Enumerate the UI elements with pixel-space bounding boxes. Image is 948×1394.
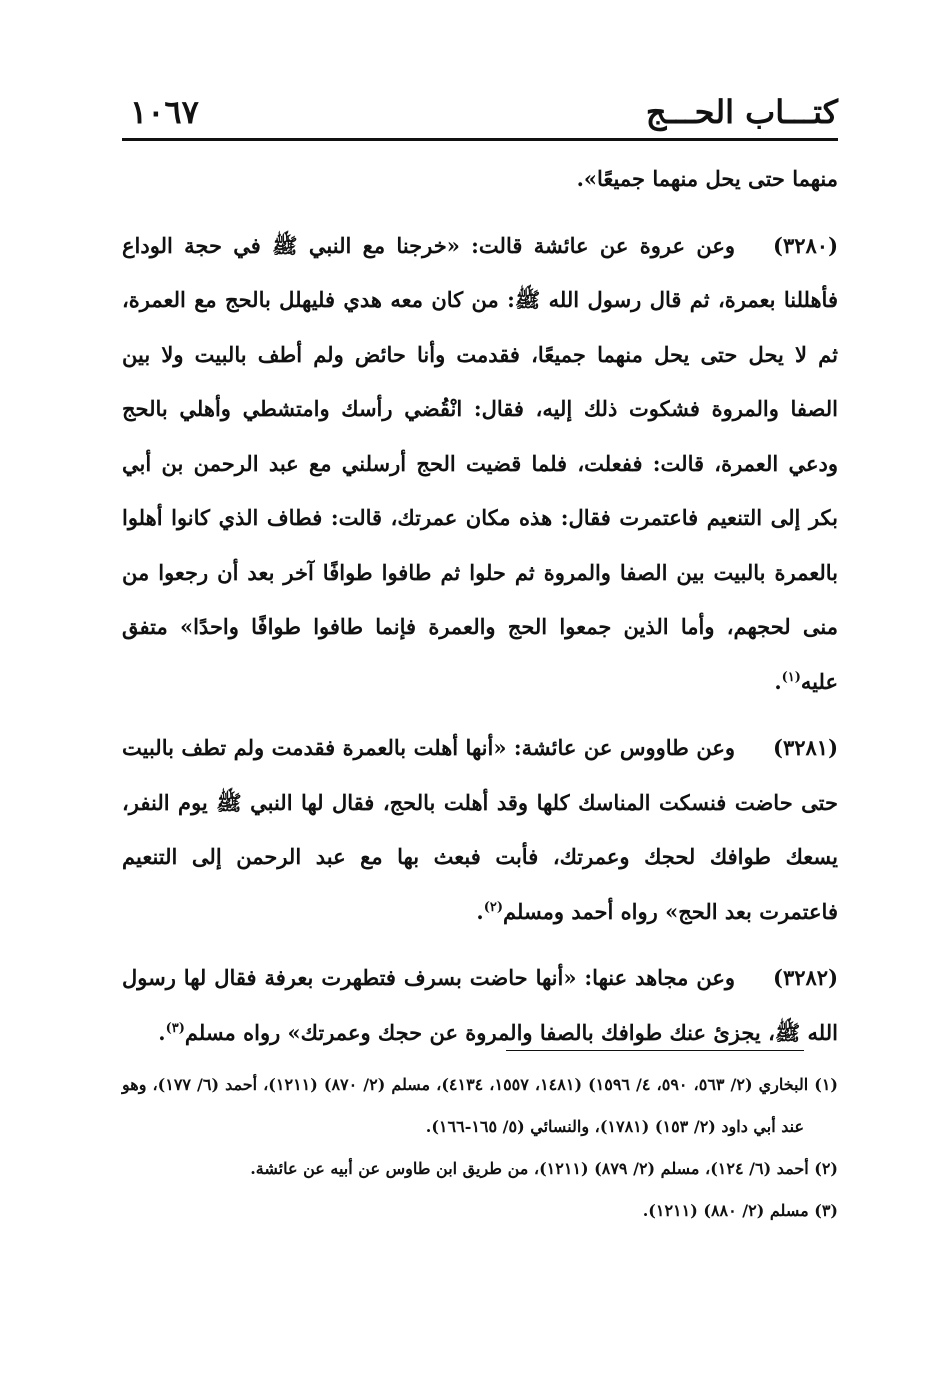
hadith-3281 bbox=[122, 721, 838, 939]
running-title: كتـــاب الحـــج bbox=[645, 93, 838, 131]
sentence-end: . bbox=[476, 898, 484, 924]
hadith-3282 bbox=[122, 951, 838, 1060]
footnote-ref[interactable]: (٢) bbox=[483, 899, 504, 915]
main-text bbox=[122, 152, 838, 1072]
footnote-1: (١) البخاري (٢/ ٥٦٣، ٥٩٠، ٤/ ١٥٩٦) (١٤٨١، ١٥٥٧، ٤١٣٤)، مسلم (٢/ ٨٧٠) (١٢١١)، أحمد (٦/ ١٧٧)، وهو عند أبي داود (٢/ ١٥٣) (١٧٨١)، والنسائي (٥/ ١٦٥-١٦٦). bbox=[122, 1075, 838, 1136]
footnote-2: (٢) أحمد (٦/ ١٢٤)، مسلم (٢/ ٨٧٩) (١٢١١)، من طريق ابن طاوس عن أبيه عن عائشة. bbox=[250, 1159, 838, 1178]
hadith-text: وعن طاووس عن عائشة: «أنها أهلت بالعمرة فقدمت ولم تطف بالبيت حتى حاضت فنسكت المناسك كلها وقد أهلت بالحج، فقال لها النبي ﷺ يوم النفر، يسعك طوافك لحجك وعمرتك، فأبت فبعث بها مع عبد الرحمن إلى التنعيم فاعتمرت بعد الحج» رواه أحمد ومسلم bbox=[122, 735, 838, 924]
hadith-3280 bbox=[122, 219, 838, 710]
hadith-text: وعن مجاهد عنها: «أنها حاضت بسرف فتطهرت بعرفة فقال لها رسول الله ﷺ، يجزئ عنك طوافك بالصفا والمروة عن حجك وعمرتك» رواه مسلم bbox=[122, 965, 838, 1045]
page-header bbox=[122, 92, 838, 138]
hadith-number: (٣٢٨٠) bbox=[773, 232, 838, 258]
sentence-end: . bbox=[774, 668, 782, 694]
footnote-ref[interactable]: (١) bbox=[781, 669, 801, 685]
hadith-number: (٣٢٨٢) bbox=[773, 965, 838, 990]
footnote-ref[interactable]: (٣) bbox=[165, 1020, 185, 1036]
sentence-end: . bbox=[158, 1019, 166, 1045]
footnote-3: (٣) مسلم (٢/ ٨٨٠) (١٢١١). bbox=[642, 1201, 838, 1220]
continuation-text: منهما حتى يحل منهما جميعًا». bbox=[576, 166, 838, 191]
continuation-paragraph bbox=[122, 152, 838, 207]
hadith-number: (٣٢٨١) bbox=[773, 735, 838, 760]
footnotes bbox=[122, 1064, 838, 1232]
page-number: ١٠٦٧ bbox=[130, 93, 199, 131]
hadith-text: وعن عروة عن عائشة قالت: «خرجنا مع النبي ﷺ في حجة الوداع فأهللنا بعمرة، ثم قال رسول الله ﷺ: من كان معه هدي فليهلل بالحج مع العمرة، ثم لا يحل حتى يحل منهما جميعًا، فقدمت وأنا حائض ولم أطف بالبيت ولا بين الصفا والمروة فشكوت ذلك إليه، فقال: انْقُضي رأسك وامتشطي وأهلي بالحج ودعي العمرة، قالت: ففعلت، فلما قضيت الحج أرسلني مع عبد الرحمن بن أبي بكر إلى التنعيم فاعتمرت فقال: هذه مكان عمرتك، قالت: فطاف الذي كانوا أهلوا بالعمرة بالبيت بين الصفا والمروة ثم حلوا ثم طافوا طوافًا آخر بعد أن رجعوا من منى لحجهم، وأما الذين جمعوا الحج والعمرة فإنما طافوا طوافًا واحدًا» متفق عليه bbox=[122, 232, 838, 694]
header-rule bbox=[122, 138, 838, 141]
footnote-separator bbox=[506, 1050, 804, 1051]
